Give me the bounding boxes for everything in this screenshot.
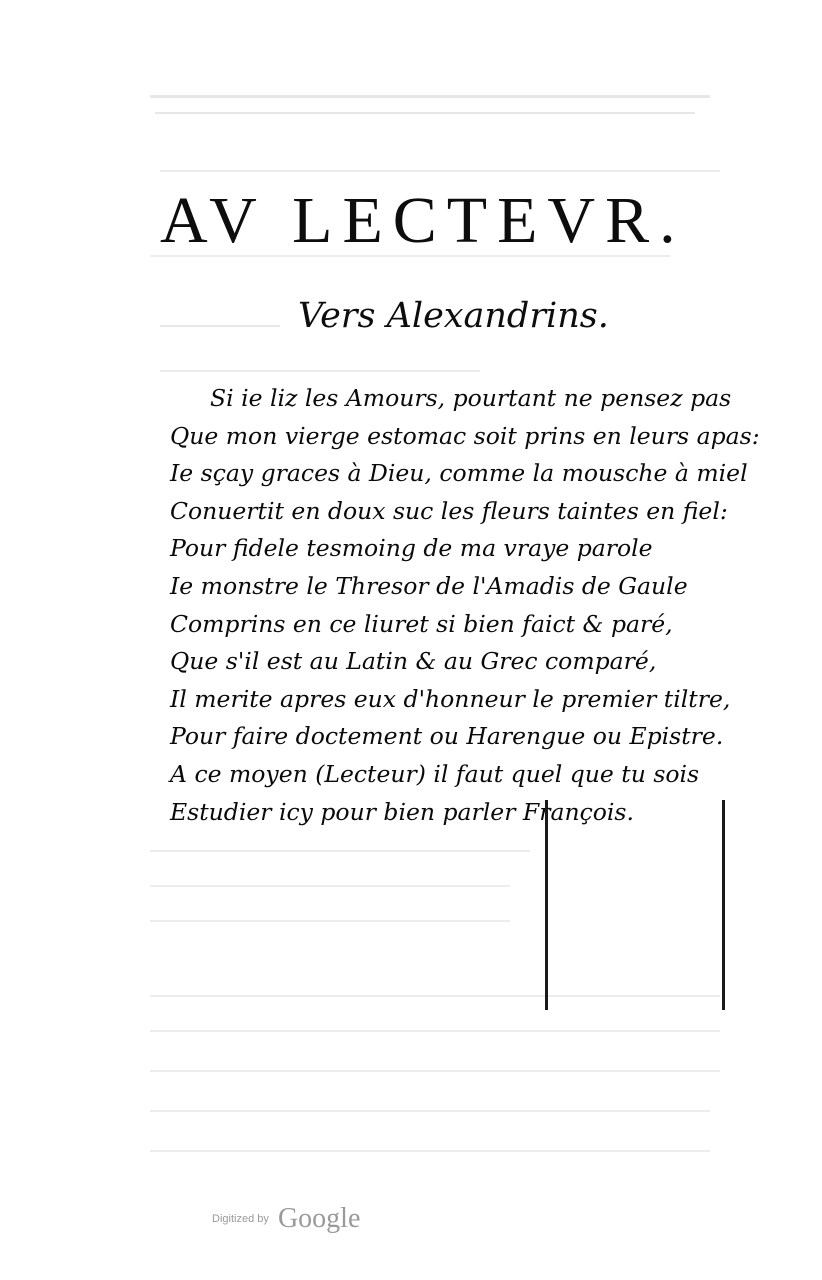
poem-line: Ie sçay graces à Dieu, comme la mousche à miel xyxy=(170,459,748,488)
digitized-watermark xyxy=(212,1203,360,1235)
poem-line: Il merite apres eux d'honneur le premier tiltre, xyxy=(170,684,731,713)
poem-line: Pour faire doctement ou Harengue ou Epistre. xyxy=(170,722,724,751)
poem-line: Pour fidele tesmoing de ma vraye parole xyxy=(170,534,653,563)
poem-line: Si ie liz les Amours, pourtant ne pensez pas xyxy=(210,384,732,412)
poem-line: Que mon vierge estomac soit prins en leurs apas: xyxy=(170,421,760,450)
poem-line: Conuertit en doux suc les fleurs taintes en fiel: xyxy=(170,496,728,525)
poem-line: Comprins en ce liuret si bien faict & paré, xyxy=(170,609,673,638)
poem-line: A ce moyen (Lecteur) il faut quel que tu sois xyxy=(170,759,700,788)
poem-line: Ie monstre le Thresor de l'Amadis de Gaule xyxy=(170,571,688,600)
google-logo: Google xyxy=(277,1203,361,1234)
poem-line: Estudier icy pour bien parler François. xyxy=(170,797,634,826)
page-subtitle: Vers Alexandrins. xyxy=(298,296,609,336)
poem xyxy=(170,380,790,831)
watermark-prefix: Digitized by xyxy=(212,1213,269,1225)
page-title: AV LECTEVR. xyxy=(160,184,686,257)
printer-ornament xyxy=(545,800,725,1010)
poem-line: Que s'il est au Latin & au Grec comparé, xyxy=(170,647,657,676)
